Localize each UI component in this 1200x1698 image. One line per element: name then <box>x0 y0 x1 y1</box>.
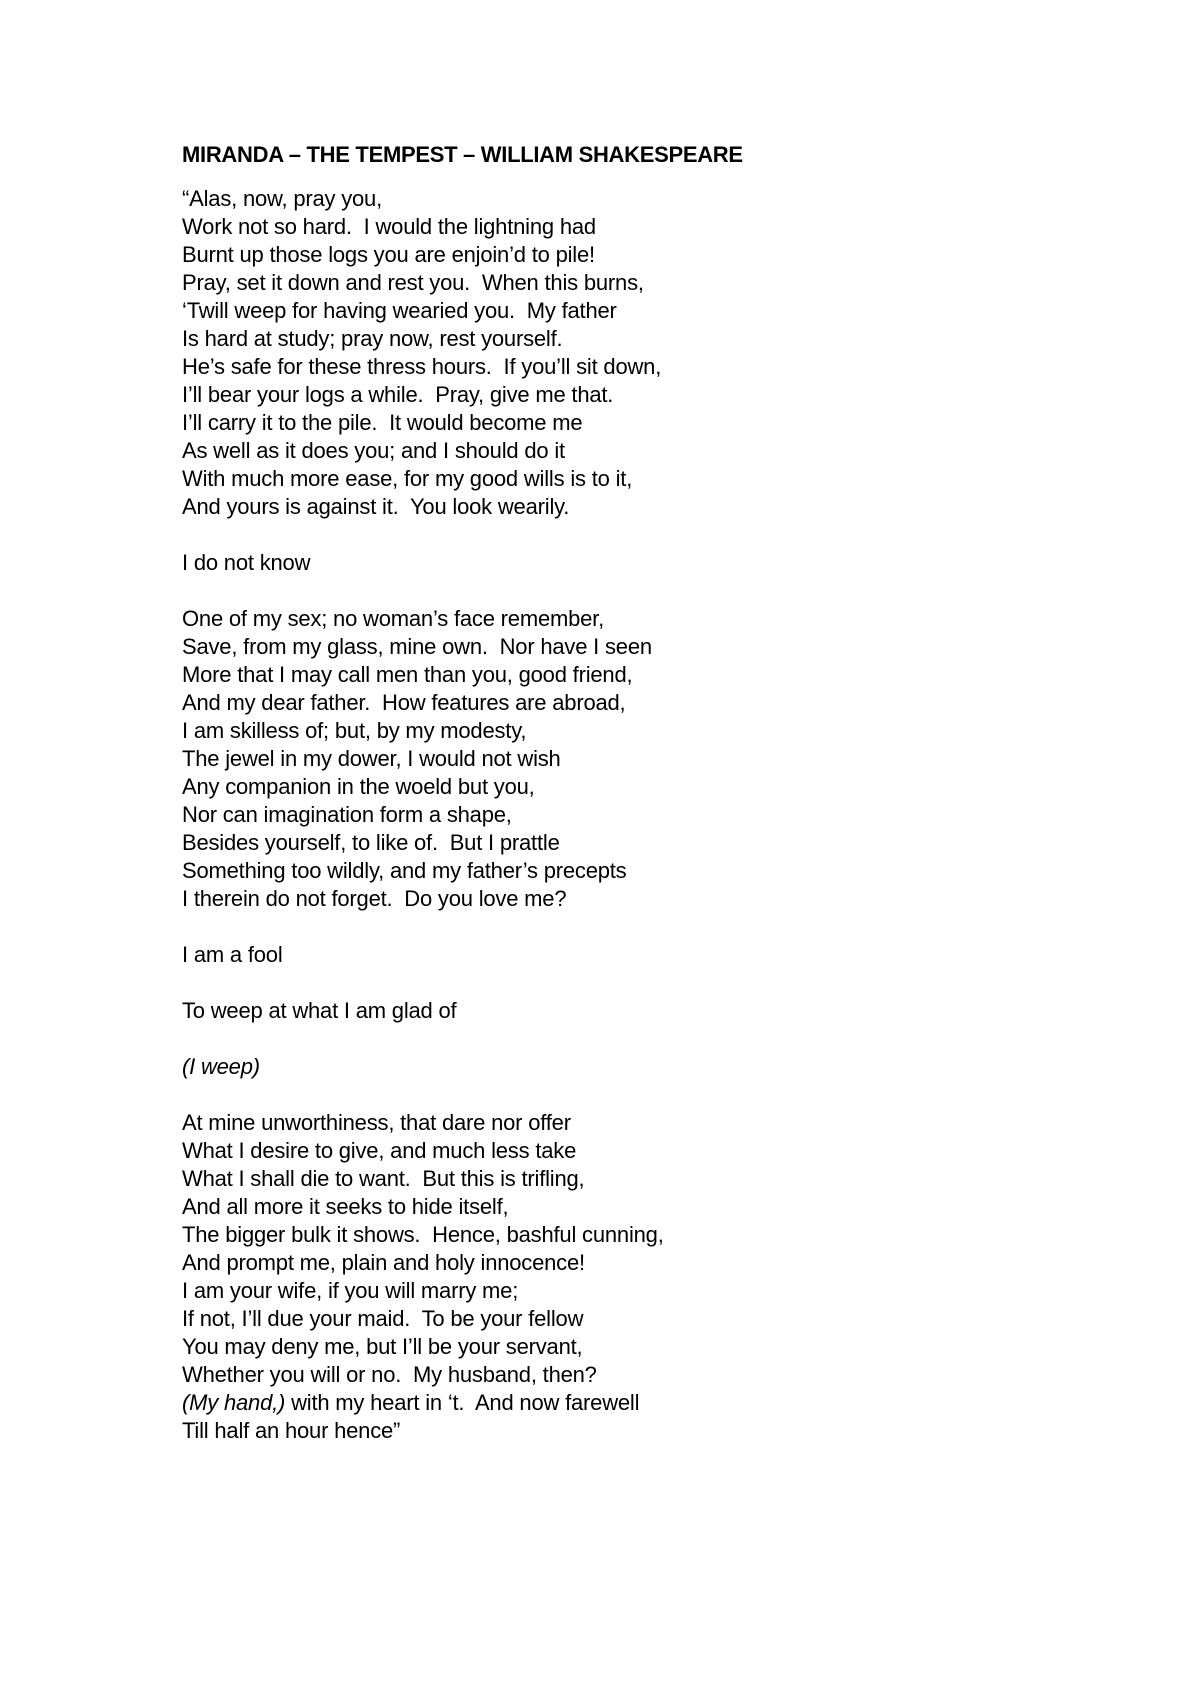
verse-line: The jewel in my dower, I would not wish <box>182 746 561 771</box>
verse-line: I therein do not forget. Do you love me? <box>182 886 567 911</box>
stage-direction-inline: (My hand,) <box>182 1390 286 1415</box>
verse-line: Pray, set it down and rest you. When this burns, <box>182 270 644 295</box>
verse-line: Something too wildly, and my father’s precepts <box>182 858 627 883</box>
verse-line-mixed <box>182 1389 1142 1417</box>
verse-line: One of my sex; no woman’s face remember, <box>182 606 604 631</box>
document-page <box>182 141 1142 1473</box>
document-title: MIRANDA – THE TEMPEST – WILLIAM SHAKESPEARE <box>182 142 743 167</box>
verse-line: As well as it does you; and I should do it <box>182 438 565 463</box>
verse-line-rest: with my heart in ‘t. And now farewell <box>285 1390 640 1415</box>
verse-line: The bigger bulk it shows. Hence, bashful cunning, <box>182 1222 664 1247</box>
verse-line: Save, from my glass, mine own. Nor have I seen <box>182 634 652 659</box>
verse-line: ‘Twill weep for having wearied you. My father <box>182 298 617 323</box>
verse-line: You may deny me, but I’ll be your servant, <box>182 1334 583 1359</box>
verse-line: Besides yourself, to like of. But I prattle <box>182 830 560 855</box>
stanza-1 <box>182 185 1142 521</box>
verse-line: Nor can imagination form a shape, <box>182 802 512 827</box>
stanza-5 <box>182 997 1142 1025</box>
verse-line: I’ll carry it to the pile. It would become me <box>182 410 583 435</box>
verse-line: Burnt up those logs you are enjoin’d to pile! <box>182 242 595 267</box>
verse-line: To weep at what I am glad of <box>182 998 457 1023</box>
verse-line: More that I may call men than you, good friend, <box>182 662 633 687</box>
stanza-7 <box>182 1109 1142 1445</box>
verse-line: “Alas, now, pray you, <box>182 186 383 211</box>
verse-line: If not, I’ll due your maid. To be your fellow <box>182 1306 584 1331</box>
verse-line: What I shall die to want. But this is trifling, <box>182 1166 585 1191</box>
stage-direction <box>182 1053 1142 1081</box>
verse-line-final: Till half an hour hence” <box>182 1418 401 1443</box>
stanza-3 <box>182 605 1142 913</box>
verse-line: I am skilless of; but, by my modesty, <box>182 718 527 743</box>
verse-line: With much more ease, for my good wills is to it, <box>182 466 633 491</box>
verse-line: And yours is against it. You look wearily. <box>182 494 570 519</box>
verse-line: Work not so hard. I would the lightning had <box>182 214 596 239</box>
verse-line: Is hard at study; pray now, rest yourself. <box>182 326 563 351</box>
verse-line: I do not know <box>182 550 311 575</box>
verse-line: I’ll bear your logs a while. Pray, give me that. <box>182 382 614 407</box>
verse-line: And my dear father. How features are abroad, <box>182 690 626 715</box>
stanza-2 <box>182 549 1142 577</box>
stanza-4 <box>182 941 1142 969</box>
verse-line: Any companion in the woeld but you, <box>182 774 535 799</box>
verse-line: I am your wife, if you will marry me; <box>182 1278 519 1303</box>
verse-line: What I desire to give, and much less take <box>182 1138 577 1163</box>
verse-line: And prompt me, plain and holy innocence! <box>182 1250 585 1275</box>
verse-line: Whether you will or no. My husband, then? <box>182 1362 597 1387</box>
verse-line: I am a fool <box>182 942 283 967</box>
verse-line: He’s safe for these thress hours. If you’ll sit down, <box>182 354 662 379</box>
verse-line: And all more it seeks to hide itself, <box>182 1194 509 1219</box>
stage-direction-text: (I weep) <box>182 1054 260 1079</box>
verse-line: At mine unworthiness, that dare nor offer <box>182 1110 571 1135</box>
